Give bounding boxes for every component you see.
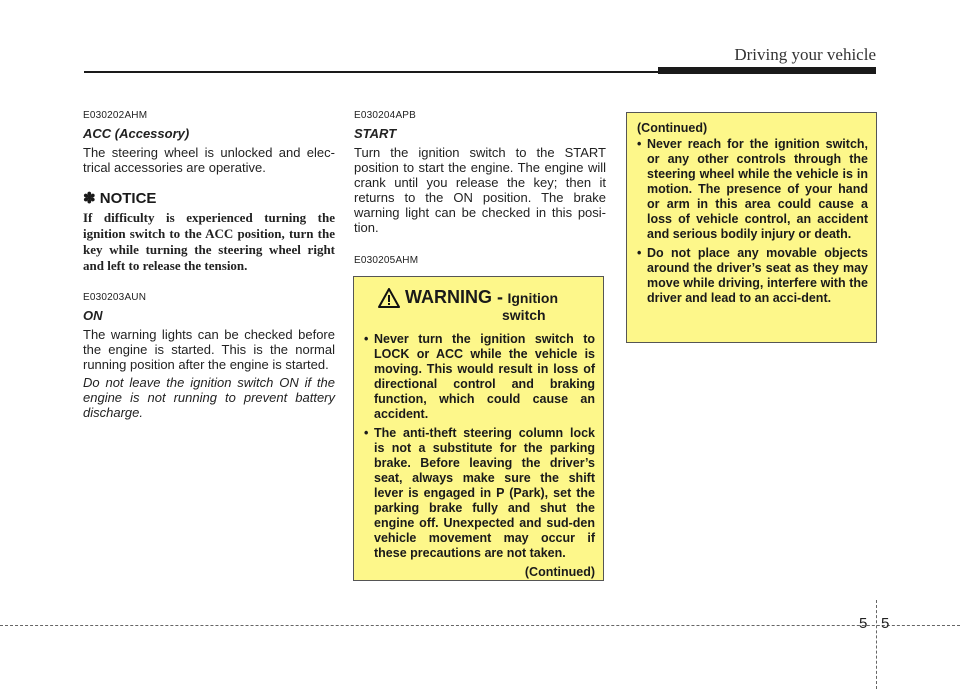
section-code: E030203AUN <box>83 292 147 303</box>
list-item: • Do not place any movable objects around the driver’s seat as they may move while driving, interfere with the driver and lead to an acci-dent. <box>637 246 868 305</box>
chapter-number: 5 <box>859 615 868 632</box>
continued-warning-box <box>626 112 877 343</box>
left-column <box>83 110 335 420</box>
notice-title: ✽ NOTICE <box>83 190 157 207</box>
acc-description: The steering wheel is unlocked and elec-trical accessories are operative. <box>83 145 335 175</box>
warning-triangle-icon <box>378 288 400 308</box>
list-item: • Never turn the ignition switch to LOCK or ACC while the vehicle is moving. This would result in loss of directional control and braking function, which could cause an accident. <box>364 332 595 421</box>
page-number: 5 <box>881 615 890 632</box>
footer-rule <box>0 625 960 626</box>
warning-list <box>364 332 595 561</box>
section-subhead-start: START <box>354 126 397 141</box>
warning-box <box>353 276 604 581</box>
warning-title: WARNING - <box>405 287 503 307</box>
section-code: E030205AHM <box>354 255 419 266</box>
continued-header: (Continued) <box>637 121 708 135</box>
start-description: Turn the ignition switch to the START position to start the engine. The engine will crank until you release the key; then it returns to the ON position. The brake warning light can be checked in this posi-tion. <box>354 145 606 235</box>
warning-header <box>378 287 595 308</box>
continued-label: (Continued) <box>524 565 595 579</box>
continued-list <box>637 137 868 306</box>
warning-subtitle: Ignition <box>507 290 558 306</box>
on-note: Do not leave the ignition switch ON if the engine is not running to prevent battery discharge. <box>83 375 335 420</box>
on-description: The warning lights can be checked before the engine is started. This is the normal running position after the engine is started. <box>83 327 335 372</box>
list-item: • The anti-theft steering column lock is not a substitute for the parking brake. Before leaving the driver’s seat, always make sure the shift lever is engaged in P (Park), set the parking brake fully and shut the engine off. Unexpected and sud-den vehicle movement may occur if these precautions are not taken. <box>364 426 595 560</box>
list-item: • Never reach for the ignition switch, or any other controls through the steering wheel while the vehicle is in motion. The presence of your hand or arm in this area could cause a loss of vehicle control, an accident and serious bodily injury or death. <box>637 137 868 241</box>
warning-subtitle-2: switch <box>502 307 546 323</box>
header-title: Driving your vehicle <box>734 45 876 64</box>
header-rule-thin <box>84 71 660 73</box>
header-rule-thick <box>658 67 876 74</box>
middle-column <box>354 110 606 271</box>
section-code: E030204APB <box>354 110 417 121</box>
section-subhead-acc: ACC (Accessory) <box>83 126 190 141</box>
section-subhead-on: ON <box>83 308 103 323</box>
notice-body: If difficulty is experienced turning the ignition switch to the ACC position, turn the key while turning the steering wheel right and left to release the tension. <box>83 210 335 273</box>
section-code: E030202AHM <box>83 110 148 121</box>
page-number-separator <box>876 600 877 689</box>
